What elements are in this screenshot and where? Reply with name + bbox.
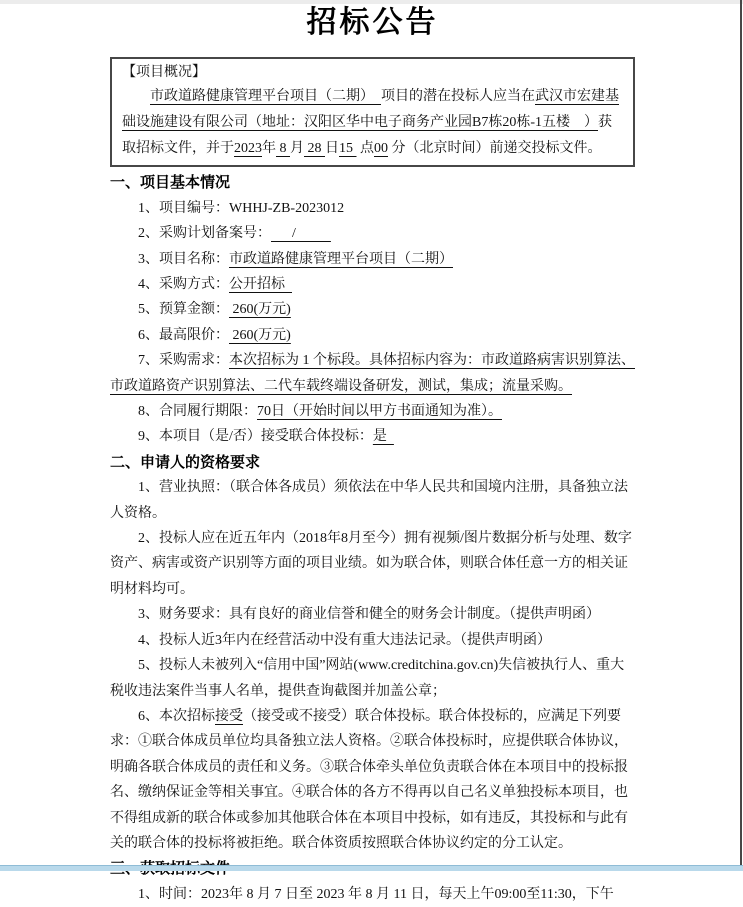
text-segment: 月 [290,140,304,156]
underlined-text: 市政道路健康管理平台项目（二期） [150,89,381,104]
text-segment: 点 [356,140,374,156]
text-segment: 2、采购计划备案号： [138,226,271,242]
text-segment: 3、项目名称： [138,251,229,267]
list-item-no-violations [110,628,635,653]
text-segment: 6、最高限价： [138,327,229,343]
text-segment: 7、采购需求： [138,353,229,369]
text-segment: 2、投标人应在近五年内（2018年8月至今）拥有视频/图片数据分析与处理、数字资产、病害或资产识别等方面的项目业绩。如为联合体，则联合体任意一方的相关证明材料均可。 [110,531,632,597]
list-item-contract-period [110,399,635,424]
text-segment: 4、投标人近3年内在经营活动中没有重大违法记录。（提供声明函） [138,632,551,648]
text-segment: 项目的潜在投标人应当在 [381,89,535,104]
list-item-business-license [110,475,635,526]
list-item-procurement-demand [110,348,635,399]
underlined-text: 市政道路健康管理平台项目（二期） [229,251,453,267]
page-title: 招标公告 [306,6,439,39]
text-segment: 获取招标文件，并于 [122,114,612,156]
text-segment: 1、时间：2023年 8 月 7 日至 2023 年 8 月 11 日，每天上午09:00至11:30，下午 [138,886,614,902]
list-item-financial-requirement [110,602,635,627]
underlined-text: 本次招标为 1 个标段。具体招标内容为：市政道路病害识别算法、市政道路资产识别算法、二代车载终端设备研发，测试，集成；流量采购。 [110,353,635,394]
underlined-text: 260(万元) [229,302,291,318]
list-item-obtain-time [110,882,635,907]
list-item-budget [110,297,635,322]
section-heading-qualifications: 二、申请人的资格要求 [110,453,261,471]
list-item-consortium-rules [110,704,635,856]
text-segment: 年 [262,140,276,156]
list-item-price-ceiling [110,323,635,348]
overview-paragraph [122,84,621,161]
list-item-credit-china [110,653,635,704]
underlined-text: / [271,226,331,242]
text-segment: 5、预算金额： [138,302,229,318]
text-segment: 1、营业执照：（联合体各成员）须依法在中华人民共和国境内注册，具备独立法人资格。 [110,480,628,521]
list-item-project-number [110,196,635,221]
underlined-text: 2023 [234,140,262,156]
list-item-project-name [110,247,635,272]
section-heading-basic-info: 一、项目基本情况 [110,174,231,192]
underlined-text: 公开招标 [229,277,292,293]
page-right-border [740,0,742,871]
list-item-plan-record-number [110,221,635,246]
top-edge [0,0,743,4]
overview-label: 【项目概况】 [122,65,206,80]
section-obtain-documents [110,856,635,907]
overview-box [110,57,635,167]
text-segment: 1、项目编号：WHHJ-ZB-2023012 [138,200,345,216]
underlined-text: 武汉市宏建基础设施建设有限公司（地址：汉阳区华中电子商务产业园B7栋20栋-1五楼 ） [122,89,619,130]
underlined-text: 00 [374,140,388,156]
text-segment: 分（北京时间）前递交投标文件。 [388,140,602,156]
text-segment: （接受或不接受）联合体投标。联合体投标的，应满足下列要求：①联合体成员单位均具备独立法人资格。②联合体投标时，应提供联合体协议，明确各联合体成员的责任和义务。③联合体牵头单位负责联合体在本项目中的投标报名、缴纳保证金等相关事宜。④联合体的各方不得再以自己名义单独投标本项目，也不得组成新的联合体或参加其他联合体在本项目中投标，如有违反，其投标和与此有关的联合体的投标将被拒绝。联合体资质按照联合体协议约定的分工认定。 [110,708,628,851]
text-segment: 5、投标人未被列入“信用中国”网站(www.creditchina.gov.cn)失信被执行人、重大税收违法案件当事人名单，提供查询截图并加盖公章； [110,658,625,699]
text-segment: 8、合同履行期限： [138,404,257,420]
underlined-text: 70日（开始时间以甲方书面通知为准）。 [257,404,502,420]
bottom-edge [0,865,743,871]
text-segment: 4、采购方式： [138,277,229,293]
text-segment: 6、本次招标 [138,708,215,724]
underlined-text: 28 [304,140,325,156]
list-item-performance-record [110,526,635,602]
text-segment: 9、本项目（是/否）接受联合体投标： [138,429,373,445]
underlined-text: 15 [339,140,357,156]
section-basic-info [110,170,635,449]
list-item-consortium-accepted [110,424,635,449]
list-item-procurement-method [110,272,635,297]
underlined-text: 260(万元) [229,327,291,343]
text-segment: 日 [325,140,339,156]
text-segment: 3、财务要求：具有良好的商业信誉和健全的财务会计制度。（提供声明函） [138,607,600,623]
underlined-text: 接受 [215,708,243,724]
section-qualifications [110,450,635,857]
underlined-text: 是 [372,429,394,445]
document-page [110,5,635,907]
underlined-text: 8 [276,140,290,156]
